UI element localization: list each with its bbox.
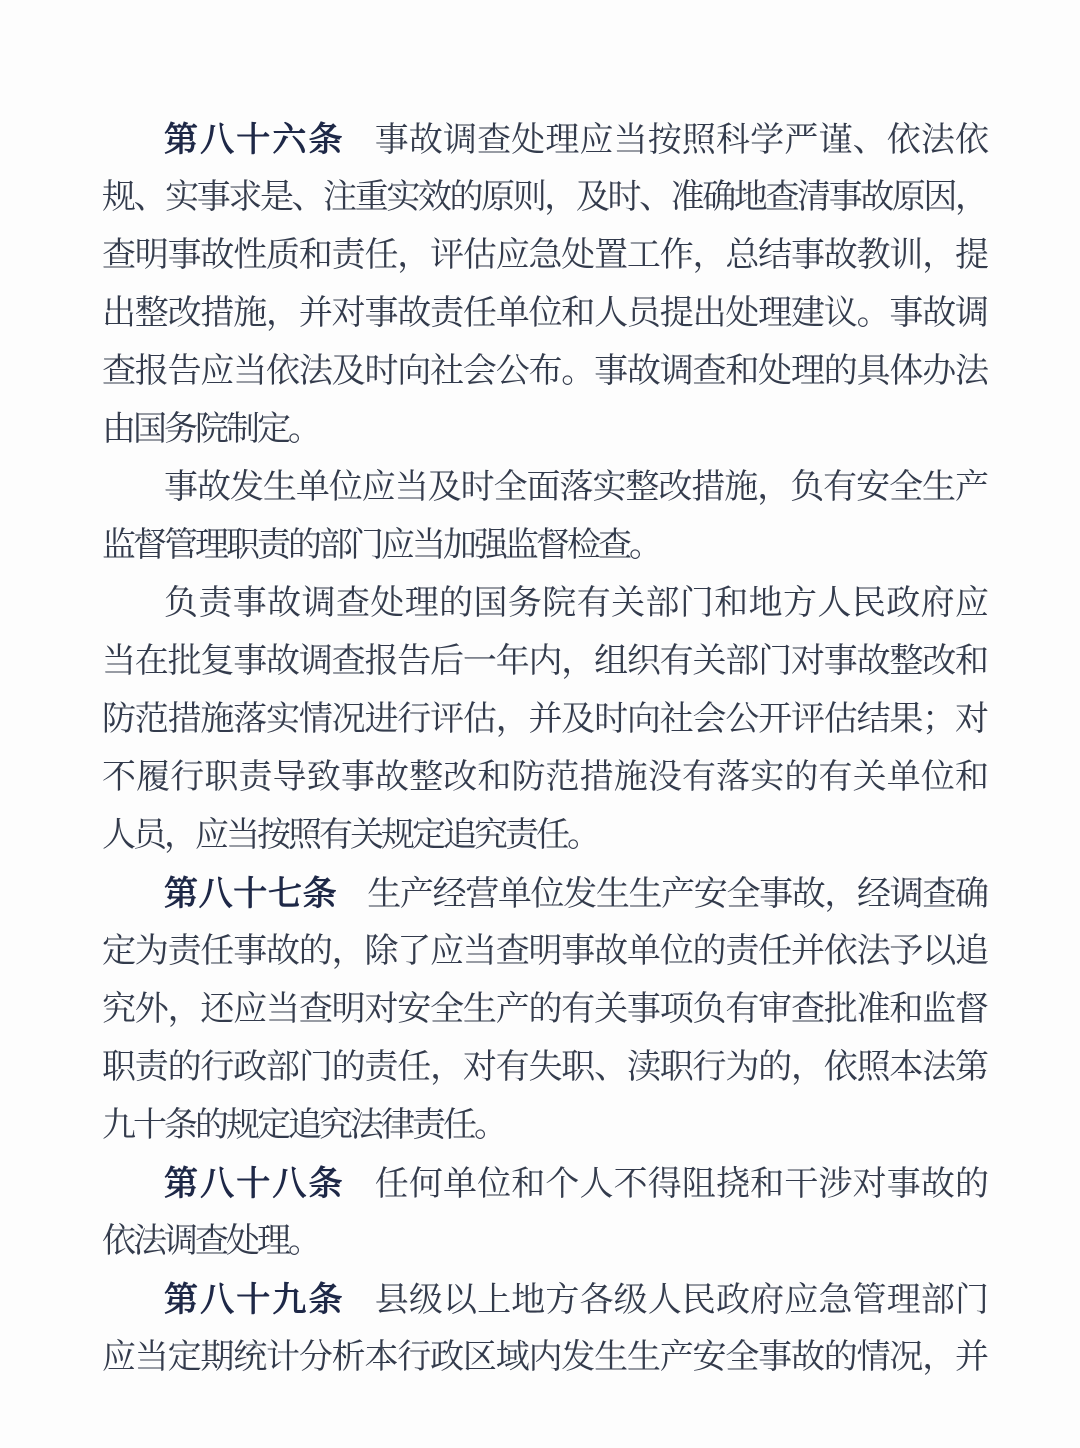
text-line — [102, 343, 986, 401]
line-text: 防范措施落实情况进行评估，并及时向社会公开评估结果；对 — [102, 701, 986, 738]
line-text: 查明事故性质和责任，评估应急处置工作，总结事故教训，提 — [102, 237, 986, 274]
line-text: 不履行职责导致事故整改和防范措施没有落实的有关单位和 — [102, 759, 986, 796]
text-line — [102, 1329, 986, 1387]
article-number: 第八十七条 — [164, 875, 338, 913]
text-line — [102, 633, 986, 691]
line-text: 事故调查处理应当按照科学严谨、依法依 — [374, 122, 987, 159]
text-line — [102, 285, 986, 343]
text-line — [102, 865, 986, 923]
article-number: 第八十八条 — [164, 1165, 345, 1203]
text-line — [102, 227, 986, 285]
text-line — [102, 111, 986, 169]
line-text: 由国务院制定。 — [102, 411, 319, 448]
line-text: 职责的行政部门的责任，对有失职、渎职行为的，依照本法第 — [102, 1049, 986, 1086]
article-number: 第八十九条 — [164, 1281, 345, 1319]
line-text: 规、实事求是、注重实效的原则，及时、准确地查清事故原因， — [102, 179, 986, 216]
text-line — [102, 691, 986, 749]
text-line — [102, 807, 986, 865]
line-text: 查报告应当依法及时向社会公布。事故调查和处理的具体办法 — [102, 353, 986, 390]
text-line — [102, 923, 986, 981]
line-text: 当在批复事故调查报告后一年内，组织有关部门对事故整改和 — [102, 643, 986, 680]
line-text: 出整改措施，并对事故责任单位和人员提出处理建议。事故调 — [102, 295, 986, 332]
line-text: 负责事故调查处理的国务院有关部门和地方人民政府应 — [164, 585, 986, 622]
text-line — [102, 1213, 986, 1271]
text-line — [102, 1039, 986, 1097]
line-text: 究外，还应当查明对安全生产的有关事项负有审查批准和监督 — [102, 991, 986, 1028]
article-number: 第八十六条 — [164, 121, 345, 159]
text-line — [102, 1271, 986, 1329]
line-text: 任何单位和个人不得阻挠和干涉对事故的 — [374, 1166, 987, 1203]
line-text: 定为责任事故的，除了应当查明事故单位的责任并依法予以追 — [102, 933, 986, 970]
document-body — [102, 111, 986, 1387]
text-line — [102, 575, 986, 633]
text-line — [102, 517, 986, 575]
line-text: 九十条的规定追究法律责任。 — [102, 1107, 505, 1144]
text-line — [102, 981, 986, 1039]
text-line — [102, 1097, 986, 1155]
text-line — [102, 459, 986, 517]
text-line — [102, 1155, 986, 1213]
text-line — [102, 749, 986, 807]
text-line — [102, 169, 986, 227]
line-text: 人员，应当按照有关规定追究责任。 — [102, 817, 598, 854]
text-line — [102, 401, 986, 459]
line-text: 事故发生单位应当及时全面落实整改措施，负有安全生产 — [164, 469, 986, 506]
line-text: 监督管理职责的部门应当加强监督检查。 — [102, 527, 660, 564]
line-text: 县级以上地方各级人民政府应急管理部门 — [374, 1282, 987, 1319]
line-text: 应当定期统计分析本行政区域内发生生产安全事故的情况，并 — [102, 1339, 986, 1376]
line-text: 生产经营单位发生生产安全事故，经调查确 — [367, 876, 987, 913]
line-text: 依法调查处理。 — [102, 1223, 319, 1260]
